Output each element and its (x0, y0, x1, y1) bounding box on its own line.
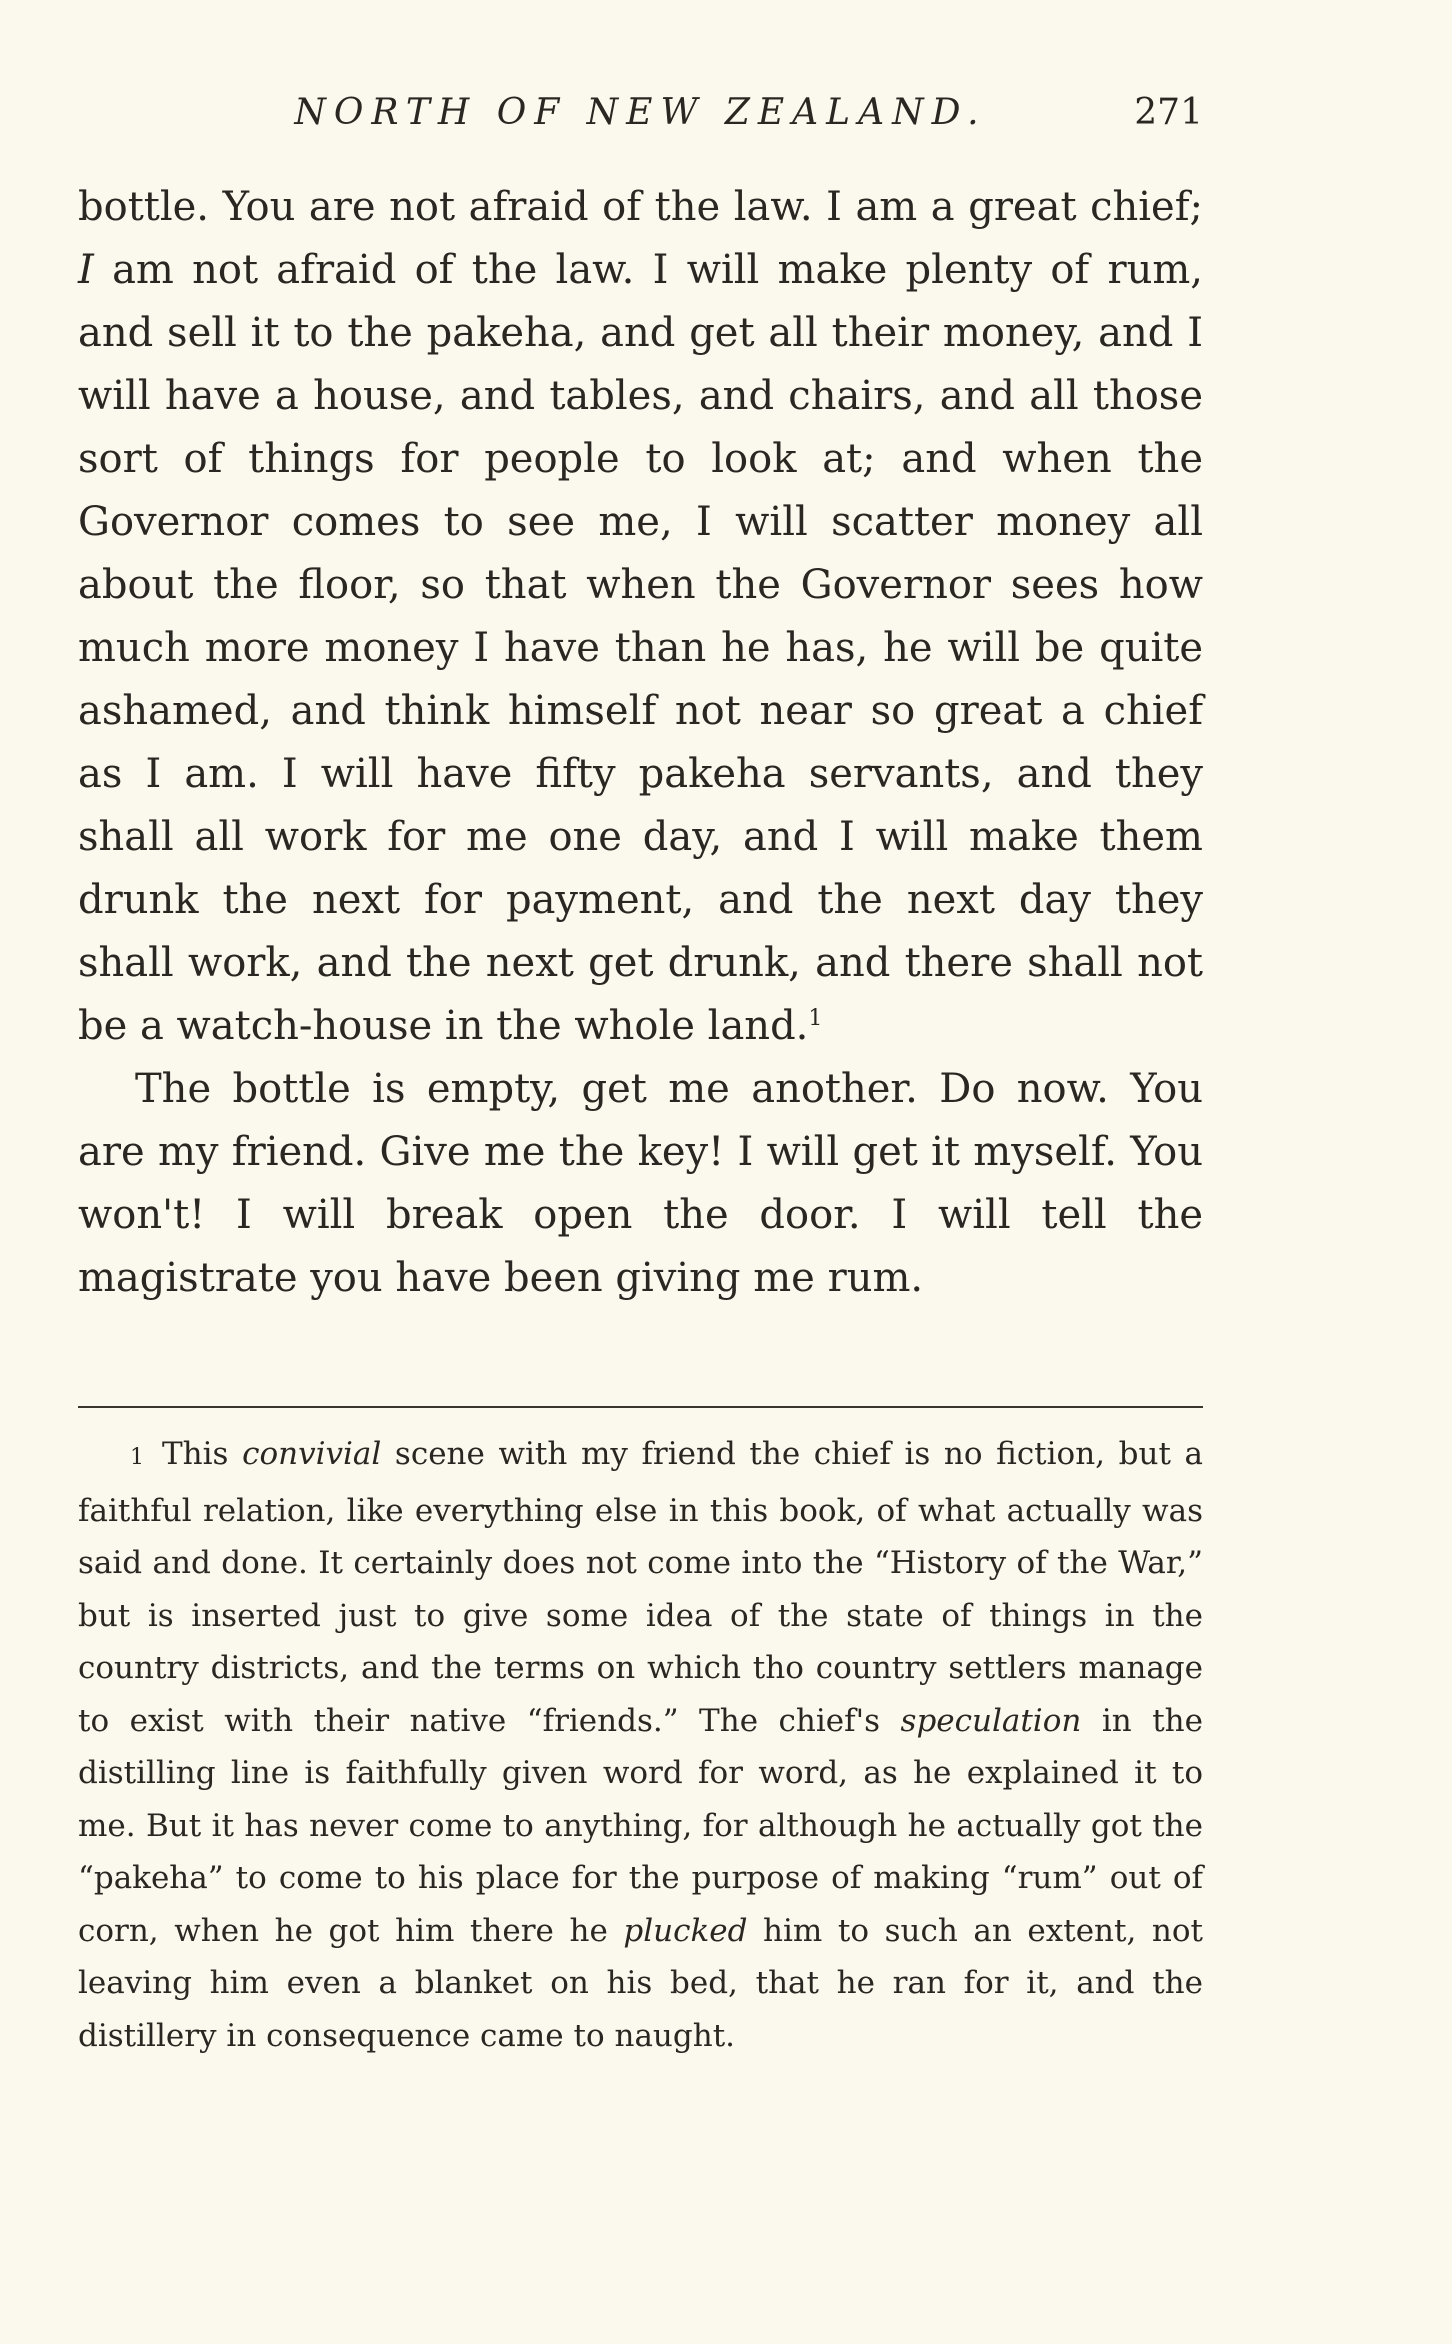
main-text (78, 176, 1203, 1310)
paragraph-1-rest: am not afraid of the law. I will make plenty of rum, and sell it to the pakeha, and get all their money, and I will have a house, and tables, and chairs, and all those sort of things for people to look at; and when the Governor comes to see me, I will scatter money all about the floor, so that when the Governor sees how much more money I have than he has, he will be quite ashamed, and think himself not near so great a chief as I am. I will have fifty pakeha servants, and they shall all work for me one day, and I will make them drunk the next for payment, and the next day they shall work, and the next get drunk, and there shall not be a watch-house in the whole land. (78, 247, 1203, 1049)
footnote-italic-2: speculation (900, 1702, 1082, 1739)
footnote-marker: 1 (130, 1445, 144, 1470)
paragraph-1-start: bottle. You are not afraid of the law. I am a great chief; (78, 184, 1203, 230)
page-number: 271 (1134, 92, 1203, 133)
paragraph-2: The bottle is empty, get me another. Do now. You are my friend. Give me the key! I will get it myself. You won't! I will break open the door. I will tell the magistrate you have been giving me rum. (78, 1066, 1203, 1301)
paragraph-1-emphasis: I (78, 247, 94, 293)
footnote (78, 1428, 1203, 2062)
footnote-part-2: scene with my friend the chief is no fiction, but a faithful relation, like everything else in this book, of what actually was said and done. It certainly does not come into the “History of the War,” but is inserted just to give some idea of the state of things in the country districts, and the terms on which tho country settlers manage to exist with their native “friends.” The chief's (78, 1436, 1203, 1739)
footnote-italic-3: plucked (623, 1912, 748, 1949)
running-head: NORTH OF NEW ZEALAND. (294, 92, 987, 133)
footnote-italic-1: convivial (242, 1436, 382, 1472)
footnote-reference: 1 (808, 1006, 823, 1031)
footnote-part-4: him to such an extent, not leaving him even a blanket on his bed, that he ran for it, and the distillery in consequence came to naught. (78, 1912, 1203, 2054)
footnote-part-3: in the distilling line is faithfully given word for word, as he explained it to me. But it has never come to anything, for although he actually got the “pakeha” to come to his place for the purpose of making “rum” out of corn, when he got him there he (78, 1702, 1203, 1949)
footnote-part-1: This (162, 1436, 243, 1472)
footnote-text (78, 1428, 1203, 2062)
footnote-divider (78, 1406, 1203, 1408)
page-header (78, 92, 1203, 152)
paragraph-1 (78, 176, 1203, 1058)
